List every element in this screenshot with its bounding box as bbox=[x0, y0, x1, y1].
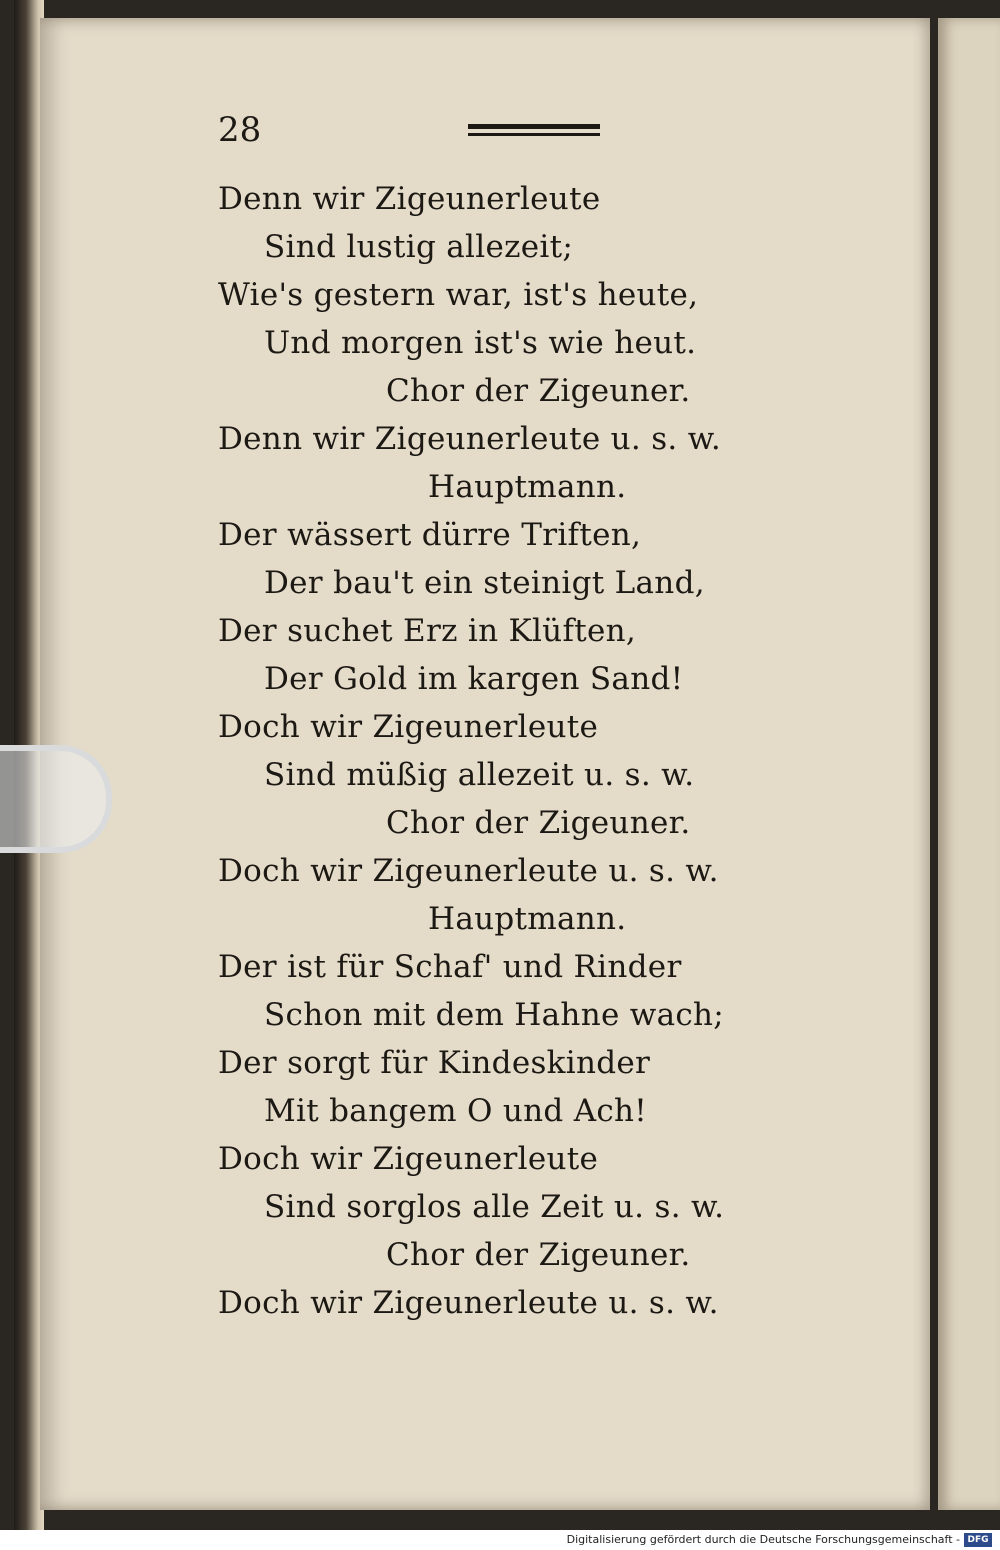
verse-line: Doch wir Zigeunerleute u. s. w. bbox=[218, 853, 719, 889]
speaker-heading: Hauptmann. bbox=[428, 469, 627, 505]
verse-line: Doch wir Zigeunerleute bbox=[218, 1141, 599, 1177]
verse-line: Der wässert dürre Triften, bbox=[218, 517, 642, 553]
verse-line: Sind sorglos alle Zeit u. s. w. bbox=[264, 1189, 725, 1225]
speaker-heading: Chor der Zigeuner. bbox=[386, 805, 691, 841]
verse-line: Sind müßig allezeit u. s. w. bbox=[264, 757, 695, 793]
verse-line: Der Gold im kargen Sand! bbox=[264, 661, 684, 697]
speaker-heading: Chor der Zigeuner. bbox=[386, 1237, 691, 1273]
footer-credit: Digitalisierung gefördert durch die Deutsche Forschungsgemeinschaft - bbox=[566, 1533, 960, 1546]
dfg-logo: DFG bbox=[964, 1533, 992, 1547]
speaker-heading: Hauptmann. bbox=[428, 901, 627, 937]
verse-line: Der bau't ein steinigt Land, bbox=[264, 565, 705, 601]
verse-line: Denn wir Zigeunerleute bbox=[218, 181, 601, 217]
verse-line: Der suchet Erz in Klüften, bbox=[218, 613, 637, 649]
verse-line: Denn wir Zigeunerleute u. s. w. bbox=[218, 421, 722, 457]
verse-line: Schon mit dem Hahne wach; bbox=[264, 997, 725, 1033]
header-rule bbox=[468, 124, 600, 142]
poem-text bbox=[218, 175, 878, 1327]
verse-line: Wie's gestern war, ist's heute, bbox=[218, 277, 699, 313]
footer-bar bbox=[0, 1530, 1000, 1550]
verse-line: Sind lustig allezeit; bbox=[264, 229, 574, 265]
page-number: 28 bbox=[218, 110, 262, 150]
verse-line: Und morgen ist's wie heut. bbox=[264, 325, 697, 361]
next-page-edge bbox=[938, 18, 1000, 1510]
verse-line: Der sorgt für Kindeskinder bbox=[218, 1045, 651, 1081]
page-header bbox=[218, 110, 718, 150]
speaker-heading: Chor der Zigeuner. bbox=[386, 373, 691, 409]
verse-line: Mit bangem O und Ach! bbox=[264, 1093, 648, 1129]
verse-line: Doch wir Zigeunerleute bbox=[218, 709, 599, 745]
page-clip bbox=[0, 745, 112, 853]
verse-line: Der ist für Schaf' und Rinder bbox=[218, 949, 682, 985]
verse-line: Doch wir Zigeunerleute u. s. w. bbox=[218, 1285, 719, 1321]
